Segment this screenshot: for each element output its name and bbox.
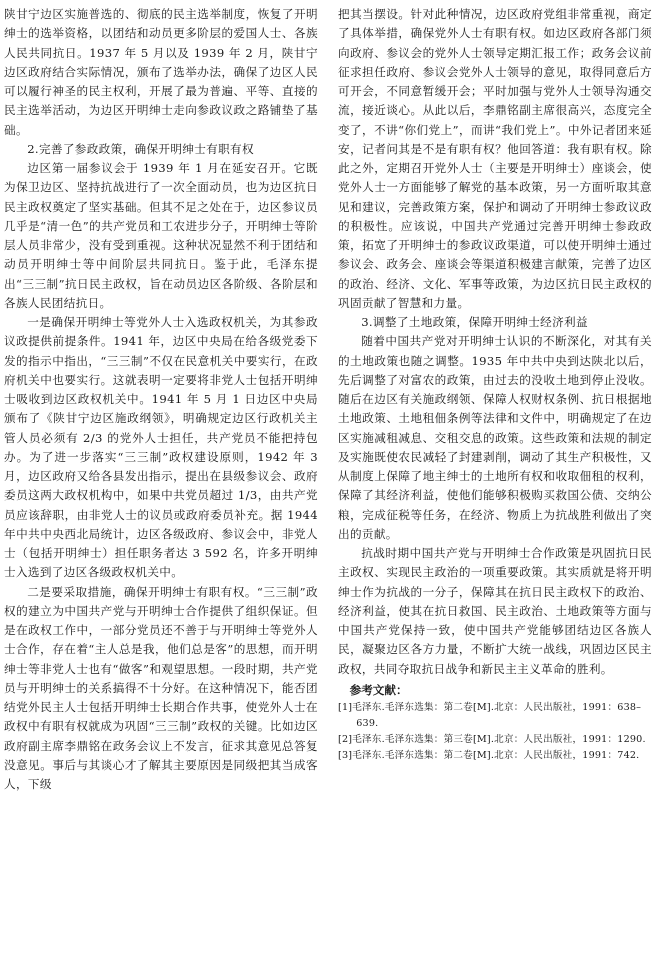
paragraph-land-policy: 随着中国共产党对开明绅士认识的不断深化，对其有关的土地政策也随之调整。1935 年中共中央到达陕北以后，先后调整了对富农的政策，由过去的没收土地到停止没收。随后在边区有关施政纲领、保障人权财权条例、抗日根据地土地政策、土地租佃条例等法律和文件中，明确规定了在边区实施减租减息、交租交息的政策。这些政策和法规的制定及实施既使农民减轻了封建剥削，调动了其生产积极性，又从制度上保障了地主绅士的土地所有权和收取佃租的权利，保障了其经济利益，使他们能够积极购买救国公债、交纳公粮，完成征税等任务，在经济、物质上为抗战胜利做出了突出的贡献。 [338, 334, 652, 541]
reference-item: [3]毛泽东.毛泽东选集：第二卷[M].北京：人民出版社，1991：742. [338, 749, 640, 761]
section-heading-3: 3.调整了土地政策，保障开明绅士经济利益 [361, 315, 588, 329]
intro-paragraph: 陕甘宁边区实施普选的、彻底的民主选举制度，恢复了开明绅士的选举资格，以团结和动员更多阶层的爱国人士、各族人民共同抗日。1937 年 5 月以及 1939 年 2 月，陕甘宁边区政府结合实际情况，颁布了选举办法，确保了边区人民可以履行神圣的民主权利，开展了最为普遍、平等、直接的民主选举活动，为边区开明绅士走向参政议政之路铺垫了基础。 [4, 7, 318, 137]
paragraph-first-council: 边区第一届参议会于 1939 年 1 月在延安召开。它既为保卫边区、坚持抗战进行了一次全面动员，也为边区抗日民主政权奠定了坚实基础。但其不足之处在于，边区参议员几乎是“清一色”的共产党员和工农进步分子，开明绅士等阶层人员非常少，没有受到重视。这种状况显然不利于团结和动员开明绅士等中间阶层共同抗日。鉴于此，毛泽东提出“三三制”抗日民主政权，旨在动员边区各阶级、各阶层和各族人民团结抗日。 [4, 161, 318, 310]
references-title: 参考文献： [349, 682, 408, 697]
section-heading-2: 2.完善了参政政策，确保开明绅士有职有权 [27, 141, 254, 156]
left-column [4, 5, 318, 794]
right-column [338, 5, 652, 764]
reference-item: [1]毛泽东.毛泽东选集：第二卷[M].北京：人民出版社，1991：638–639. [338, 701, 642, 729]
paragraph-conclusion: 抗战时期中国共产党与开明绅士合作政策是巩固抗日民主政权、实现民主政治的一项重要政策。其实质就是将开明绅士作为抗战的一分子，保障其在抗日民主政权下的政治、经济利益，使其在抗日救国、民主政治、土地政策等方面与中国共产党保持一致，使中国共产党能够团结边区各族人民，凝聚边区各方力量，不断扩大统一战线，巩固边区民主政权，共同夺取抗日战争和新民主主义革命的胜利。 [338, 546, 652, 676]
reference-item: [2]毛泽东.毛泽东选集：第三卷[M].北京：人民出版社，1991：1290. [338, 733, 646, 745]
paragraph-measure-one: 一是确保开明绅士等党外人士入选政权机关，为其参政议政提供前提条件。1941 年，边区中央局在给各级党委下发的指示中指出，“三三制”不仅在民意机关中要实行，在政府机关中也要实行。这就表明一定要将非党人士包括开明绅士吸收到边区政权机关中。1941 年 5 月 1 日边区中央局颁布了《陕甘宁边区施政纲领》，明确规定边区行政机关主管人员必须有 2/3 的党外人士担任，共产党员不能把持包办。为了进一步落实“三三制”政权建设原则，1942 年 3 月，边区政府又给各县发出指示，提出在县级参议会、政府委员这两大政权机构中，如果中共党员超过 1/3，由共产党员应该辞职，由非党人士的议员或政府委员补充。据 1944 年中共中央西北局统计，边区各级政府、参议会中，非党人士（包括开明绅士）担任职务者达 3 592 名，许多开明绅士入选到了边区各级政权机关中。 [4, 315, 318, 580]
paragraph-measure-two: 二是要采取措施，确保开明绅士有职有权。“三三制”政权的建立为中国共产党与开明绅士合作提供了组织保证。但是在政权工作中，一部分党员还不善于与开明绅士等党外人士合作，存在着“主人总是我，他们总是客”的思想，而开明绅士等非党人士也有“做客”和观望思想。一段时期，共产党员与开明绅士的关系搞得不十分好。在这种情况下，能否团结党外民主人士包括开明绅士长期合作共事，使党外人士在政权中有职有权就成为巩固“三三制”政权的关键。比如边区政府副主席李鼎铭在政务会议上不发言，征求其意见总答复没意见。事后与其谈心才了解其主要原因是同级把其当成客人，下级 [4, 584, 318, 791]
paragraph-continued: 把其当摆设。针对此种情况，边区政府党组非常重视，商定了具体举措，确保党外人士有职有权。如边区政府各部门须向政府、参议会的党外人士领导定期汇报工作；政务会议前征求担任政府、参议会党外人士领导的意见，取得同意后方可开会，不同意暂缓开会；平时加强与党外人士领导沟通交流，接近谈心。从此以后，李鼎铭副主席很高兴，态度完全变了，不讲“你们党上”，而讲“我们党上”。中外记者团来延安，记者问其是不是有职有权？他回答道：我有职有权。除此之外，定期召开党外人士（主要是开明绅士）座谈会，使党外人士一方面能够了解党的基本政策，另一方面听取其意见和建议，完善政策方案，保护和调动了开明绅士参政议政的积极性。应该说，中国共产党通过完善开明绅士参政政策，拓宽了开明绅士的参政议政渠道，可以使开明绅士通过参议会、政务会、座谈会等渠道积极建言献策，完善了边区的政治、经济、文化、军事等政策，为边区抗日民主政权的巩固贡献了智慧和力量。 [338, 7, 652, 310]
